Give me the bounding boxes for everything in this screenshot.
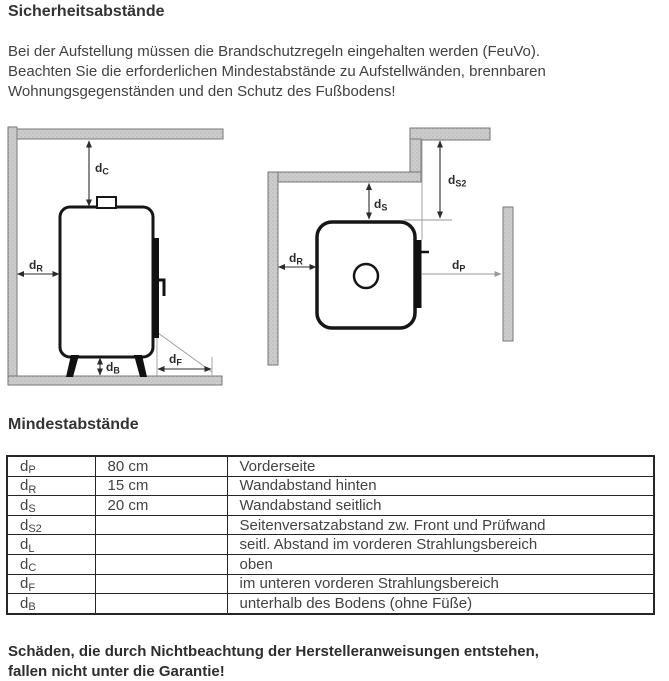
label-dr-side: $d_R$ bbox=[29, 258, 43, 274]
table-row bbox=[7, 496, 654, 516]
side-floor bbox=[8, 376, 222, 385]
symbol-cell: dS2 bbox=[7, 515, 95, 535]
top-wall-side bbox=[268, 172, 421, 182]
safety-distance-diagrams bbox=[0, 120, 669, 410]
value-cell: 20 cm bbox=[95, 496, 227, 516]
flue-outlet bbox=[354, 264, 378, 288]
door-handle-side bbox=[159, 280, 164, 296]
symbol-cell: dP bbox=[7, 456, 95, 476]
flue-collar bbox=[97, 197, 116, 208]
symbol-cell: dL bbox=[7, 535, 95, 555]
diagram-canvas bbox=[0, 120, 669, 410]
intro-paragraph bbox=[8, 42, 546, 102]
test-wall-front bbox=[503, 207, 513, 341]
side-wall-left bbox=[8, 127, 17, 384]
warranty-warning bbox=[8, 642, 539, 681]
table-row bbox=[7, 554, 654, 574]
description-cell: im unteren vorderen Strahlungsbereich bbox=[227, 574, 654, 594]
value-cell bbox=[95, 554, 227, 574]
intro-line: Beachten Sie die erforderlichen Mindestabstände zu Aufstellwänden, brennbaren bbox=[8, 62, 546, 82]
value-cell: 80 cm bbox=[95, 456, 227, 476]
radiation-diagonal-line bbox=[158, 333, 212, 372]
table-row bbox=[7, 535, 654, 555]
description-cell: oben bbox=[227, 554, 654, 574]
description-cell: Wandabstand seitlich bbox=[227, 496, 654, 516]
stove-door-top bbox=[415, 240, 422, 308]
top-wall-rear bbox=[268, 172, 278, 365]
label-dp: $d_P$ bbox=[452, 258, 465, 274]
stove-body-side bbox=[60, 207, 153, 357]
label-df: $d_F$ bbox=[169, 352, 182, 368]
description-cell: Vorderseite bbox=[227, 456, 654, 476]
intro-line: Wohnungsgegenständen und den Schutz des Fußbodens! bbox=[8, 82, 546, 102]
table-row bbox=[7, 476, 654, 496]
description-cell: unterhalb des Bodens (ohne Füße) bbox=[227, 594, 654, 614]
label-db: $d_B$ bbox=[106, 360, 120, 376]
value-cell bbox=[95, 594, 227, 614]
description-cell: Seitenversatzabstand zw. Front und Prüfwand bbox=[227, 515, 654, 535]
label-dr-top: $d_R$ bbox=[289, 251, 303, 267]
value-cell bbox=[95, 535, 227, 555]
table-row bbox=[7, 594, 654, 614]
description-cell: seitl. Abstand im vorderen Strahlungsbereich bbox=[227, 535, 654, 555]
wall-offset-segment bbox=[410, 139, 421, 173]
value-cell bbox=[95, 515, 227, 535]
label-ds: $d_S$ bbox=[374, 197, 387, 213]
description-cell: Wandabstand hinten bbox=[227, 476, 654, 496]
min-distances-table bbox=[6, 455, 655, 615]
page-title: Sicherheitsabstände bbox=[8, 3, 165, 21]
section-heading: Mindestabstände bbox=[8, 416, 139, 434]
warning-line: Schäden, die durch Nichtbeachtung der Herstelleranweisungen entstehen, bbox=[8, 642, 539, 662]
table-row bbox=[7, 456, 654, 476]
symbol-cell: dR bbox=[7, 476, 95, 496]
symbol-cell: dS bbox=[7, 496, 95, 516]
table-row bbox=[7, 574, 654, 594]
top-view-diagram bbox=[268, 128, 513, 365]
value-cell: 15 cm bbox=[95, 476, 227, 496]
symbol-cell: dC bbox=[7, 554, 95, 574]
label-dc: $d_C$ bbox=[95, 161, 109, 177]
symbol-cell: dB bbox=[7, 594, 95, 614]
symbol-cell: dF bbox=[7, 574, 95, 594]
side-view-diagram bbox=[8, 127, 223, 385]
warning-line: fallen nicht unter die Garantie! bbox=[8, 662, 539, 681]
table-row bbox=[7, 515, 654, 535]
label-ds2: $d_{S2}$ bbox=[448, 173, 466, 189]
test-wall-top bbox=[410, 128, 490, 140]
value-cell bbox=[95, 574, 227, 594]
side-ceiling bbox=[17, 129, 223, 139]
intro-line: Bei der Aufstellung müssen die Brandschutzregeln eingehalten werden (FeuVo). bbox=[8, 42, 546, 62]
stove-door-side bbox=[153, 238, 160, 338]
